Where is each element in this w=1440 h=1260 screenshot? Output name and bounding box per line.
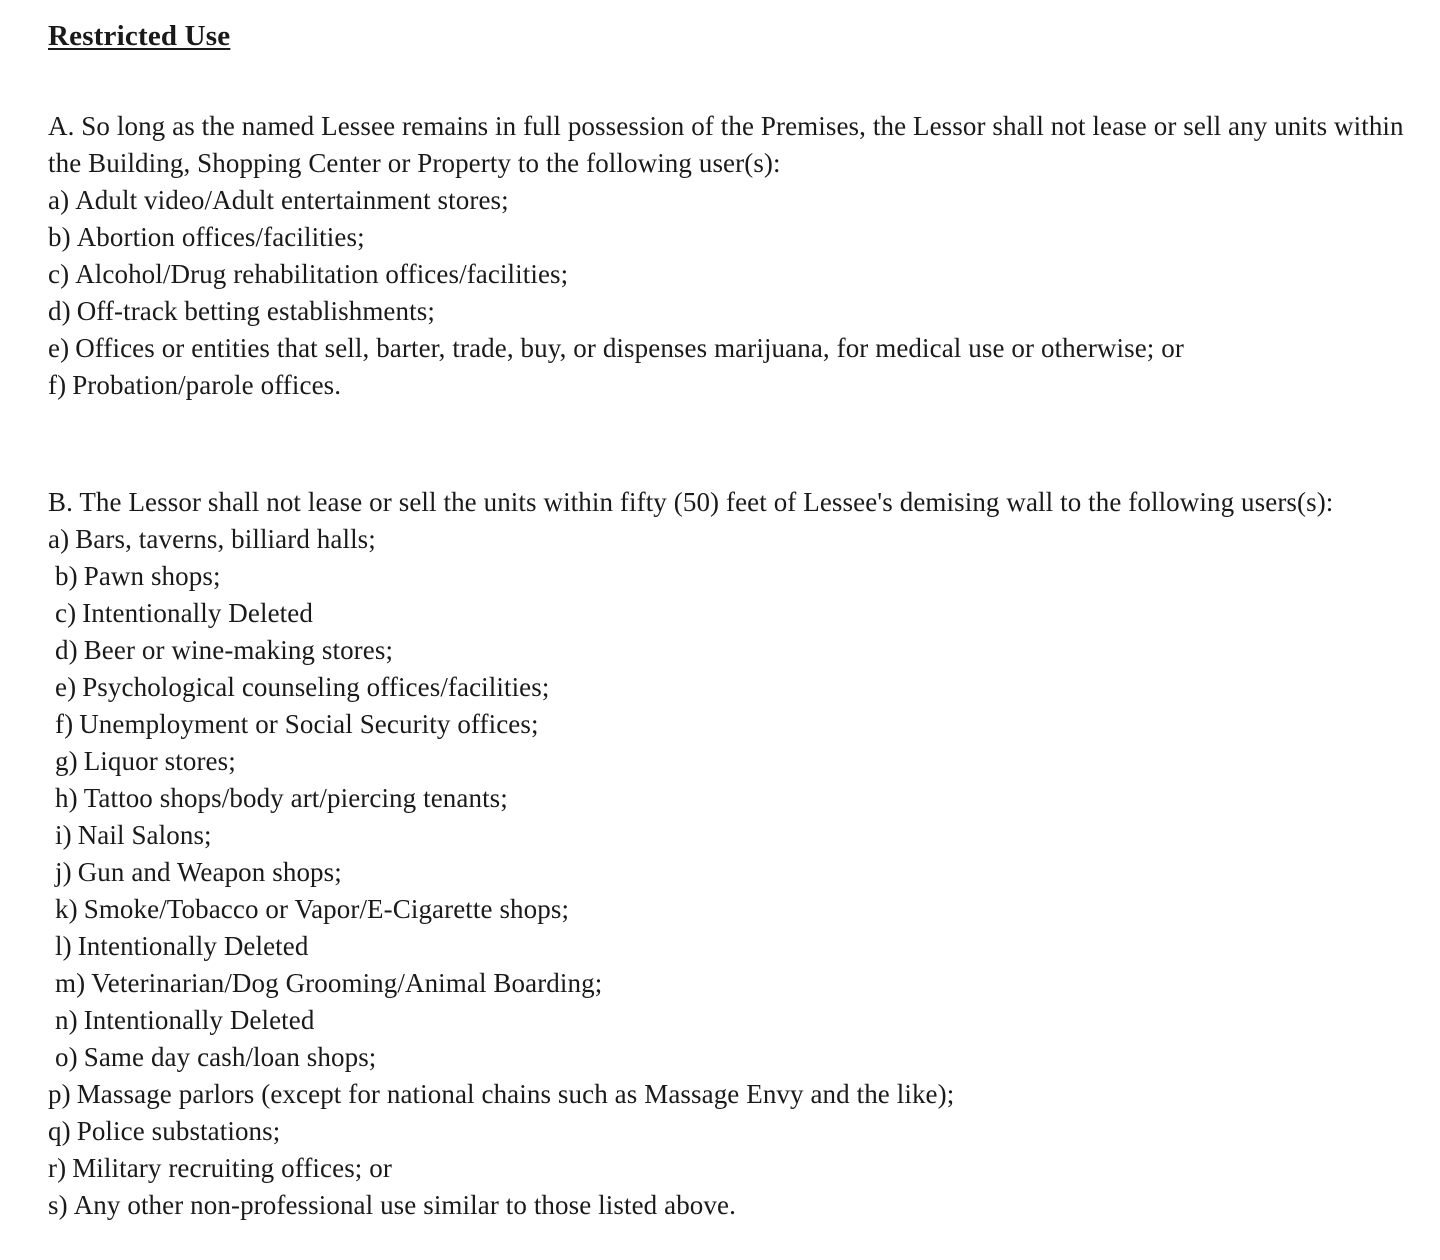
list-marker: a) <box>48 185 70 215</box>
list-marker: e) <box>55 672 77 702</box>
list-item <box>48 293 1418 330</box>
list-marker: l) <box>55 931 72 961</box>
list-item-text: Intentionally Deleted <box>82 598 313 628</box>
list-item-text: Military recruiting offices; or <box>72 1153 392 1183</box>
list-item <box>48 780 1418 817</box>
list-item-text: Liquor stores; <box>83 746 236 776</box>
list-item-text: Alcohol/Drug rehabilitation offices/facilities; <box>75 259 569 289</box>
section-heading: Restricted Use <box>48 20 231 52</box>
section-a <box>48 108 1418 404</box>
list-marker: b) <box>48 222 71 252</box>
document-page <box>48 16 1418 1224</box>
list-marker: r) <box>48 1153 67 1183</box>
list-marker: c) <box>48 259 70 289</box>
list-item <box>48 632 1418 669</box>
list-marker: o) <box>55 1042 78 1072</box>
list-item <box>48 595 1418 632</box>
list-item-text: Intentionally Deleted <box>77 931 309 961</box>
list-item <box>48 182 1418 219</box>
list-item-text: Abortion offices/facilities; <box>76 222 365 252</box>
list-item <box>48 219 1418 256</box>
list-marker: k) <box>55 894 78 924</box>
list-marker: i) <box>55 820 72 850</box>
list-item-text: Unemployment or Social Security offices; <box>79 709 539 739</box>
list-item-text: Beer or wine-making stores; <box>83 635 394 665</box>
list-item-text: Probation/parole offices. <box>72 370 342 400</box>
list-item-text: Nail Salons; <box>77 820 212 850</box>
list-item-text: Smoke/Tobacco or Vapor/E-Cigarette shops; <box>83 894 570 924</box>
list-item-text: Intentionally Deleted <box>83 1005 315 1035</box>
list-item <box>48 743 1418 780</box>
section-b <box>48 484 1418 1224</box>
list-marker: c) <box>55 598 77 628</box>
list-item-text: Offices or entities that sell, barter, trade, buy, or dispenses marijuana, for medical use or otherwise; or <box>75 333 1184 363</box>
list-item-text: Psychological counseling offices/facilities; <box>82 672 550 702</box>
list-item-text: Off-track betting establishments; <box>76 296 435 326</box>
list-marker: m) <box>55 968 86 998</box>
list-marker: s) <box>48 1190 68 1220</box>
list-item-text: Pawn shops; <box>83 561 221 591</box>
list-item <box>48 1002 1418 1039</box>
list-item <box>48 367 1418 404</box>
list-item <box>48 854 1418 891</box>
list-item <box>48 1113 1418 1150</box>
list-marker: p) <box>48 1079 71 1109</box>
list-item <box>48 928 1418 965</box>
list-item <box>48 256 1418 293</box>
list-item <box>48 1076 1418 1113</box>
list-item <box>48 1039 1418 1076</box>
list-item <box>48 965 1418 1002</box>
list-item <box>48 891 1418 928</box>
list-item-text: Massage parlors (except for national chains such as Massage Envy and the like); <box>76 1079 955 1109</box>
list-item-text: Gun and Weapon shops; <box>77 857 342 887</box>
list-marker: g) <box>55 746 78 776</box>
list-item <box>48 669 1418 706</box>
list-item <box>48 1187 1418 1224</box>
list-marker: e) <box>48 333 70 363</box>
list-item <box>48 558 1418 595</box>
list-marker: f) <box>55 709 74 739</box>
list-item <box>48 817 1418 854</box>
list-item-text: Same day cash/loan shops; <box>83 1042 377 1072</box>
section-a-list <box>48 182 1418 404</box>
list-item-text: Any other non-professional use similar to those listed above. <box>73 1190 736 1220</box>
list-marker: q) <box>48 1116 71 1146</box>
list-item-text: Adult video/Adult entertainment stores; <box>75 185 509 215</box>
list-marker: n) <box>55 1005 78 1035</box>
list-marker: f) <box>48 370 67 400</box>
list-item <box>48 1150 1418 1187</box>
list-item <box>48 330 1418 367</box>
list-item <box>48 706 1418 743</box>
list-marker: d) <box>55 635 78 665</box>
section-a-intro: A. So long as the named Lessee remains in full possession of the Premises, the Lessor shall not lease or sell any units within the Building, Shopping Center or Property to the following user(s): <box>48 111 1404 178</box>
list-marker: d) <box>48 296 71 326</box>
list-marker: h) <box>55 783 78 813</box>
section-b-intro: B. The Lessor shall not lease or sell the units within fifty (50) feet of Lessee's demising wall to the following users(s): <box>48 487 1334 517</box>
list-marker: b) <box>55 561 78 591</box>
section-b-list <box>48 521 1418 1224</box>
list-item-text: Bars, taverns, billiard halls; <box>75 524 376 554</box>
list-item <box>48 521 1418 558</box>
list-marker: j) <box>55 857 72 887</box>
list-item-text: Tattoo shops/body art/piercing tenants; <box>83 783 508 813</box>
list-item-text: Veterinarian/Dog Grooming/Animal Boarding; <box>91 968 603 998</box>
list-marker: a) <box>48 524 70 554</box>
list-item-text: Police substations; <box>76 1116 281 1146</box>
